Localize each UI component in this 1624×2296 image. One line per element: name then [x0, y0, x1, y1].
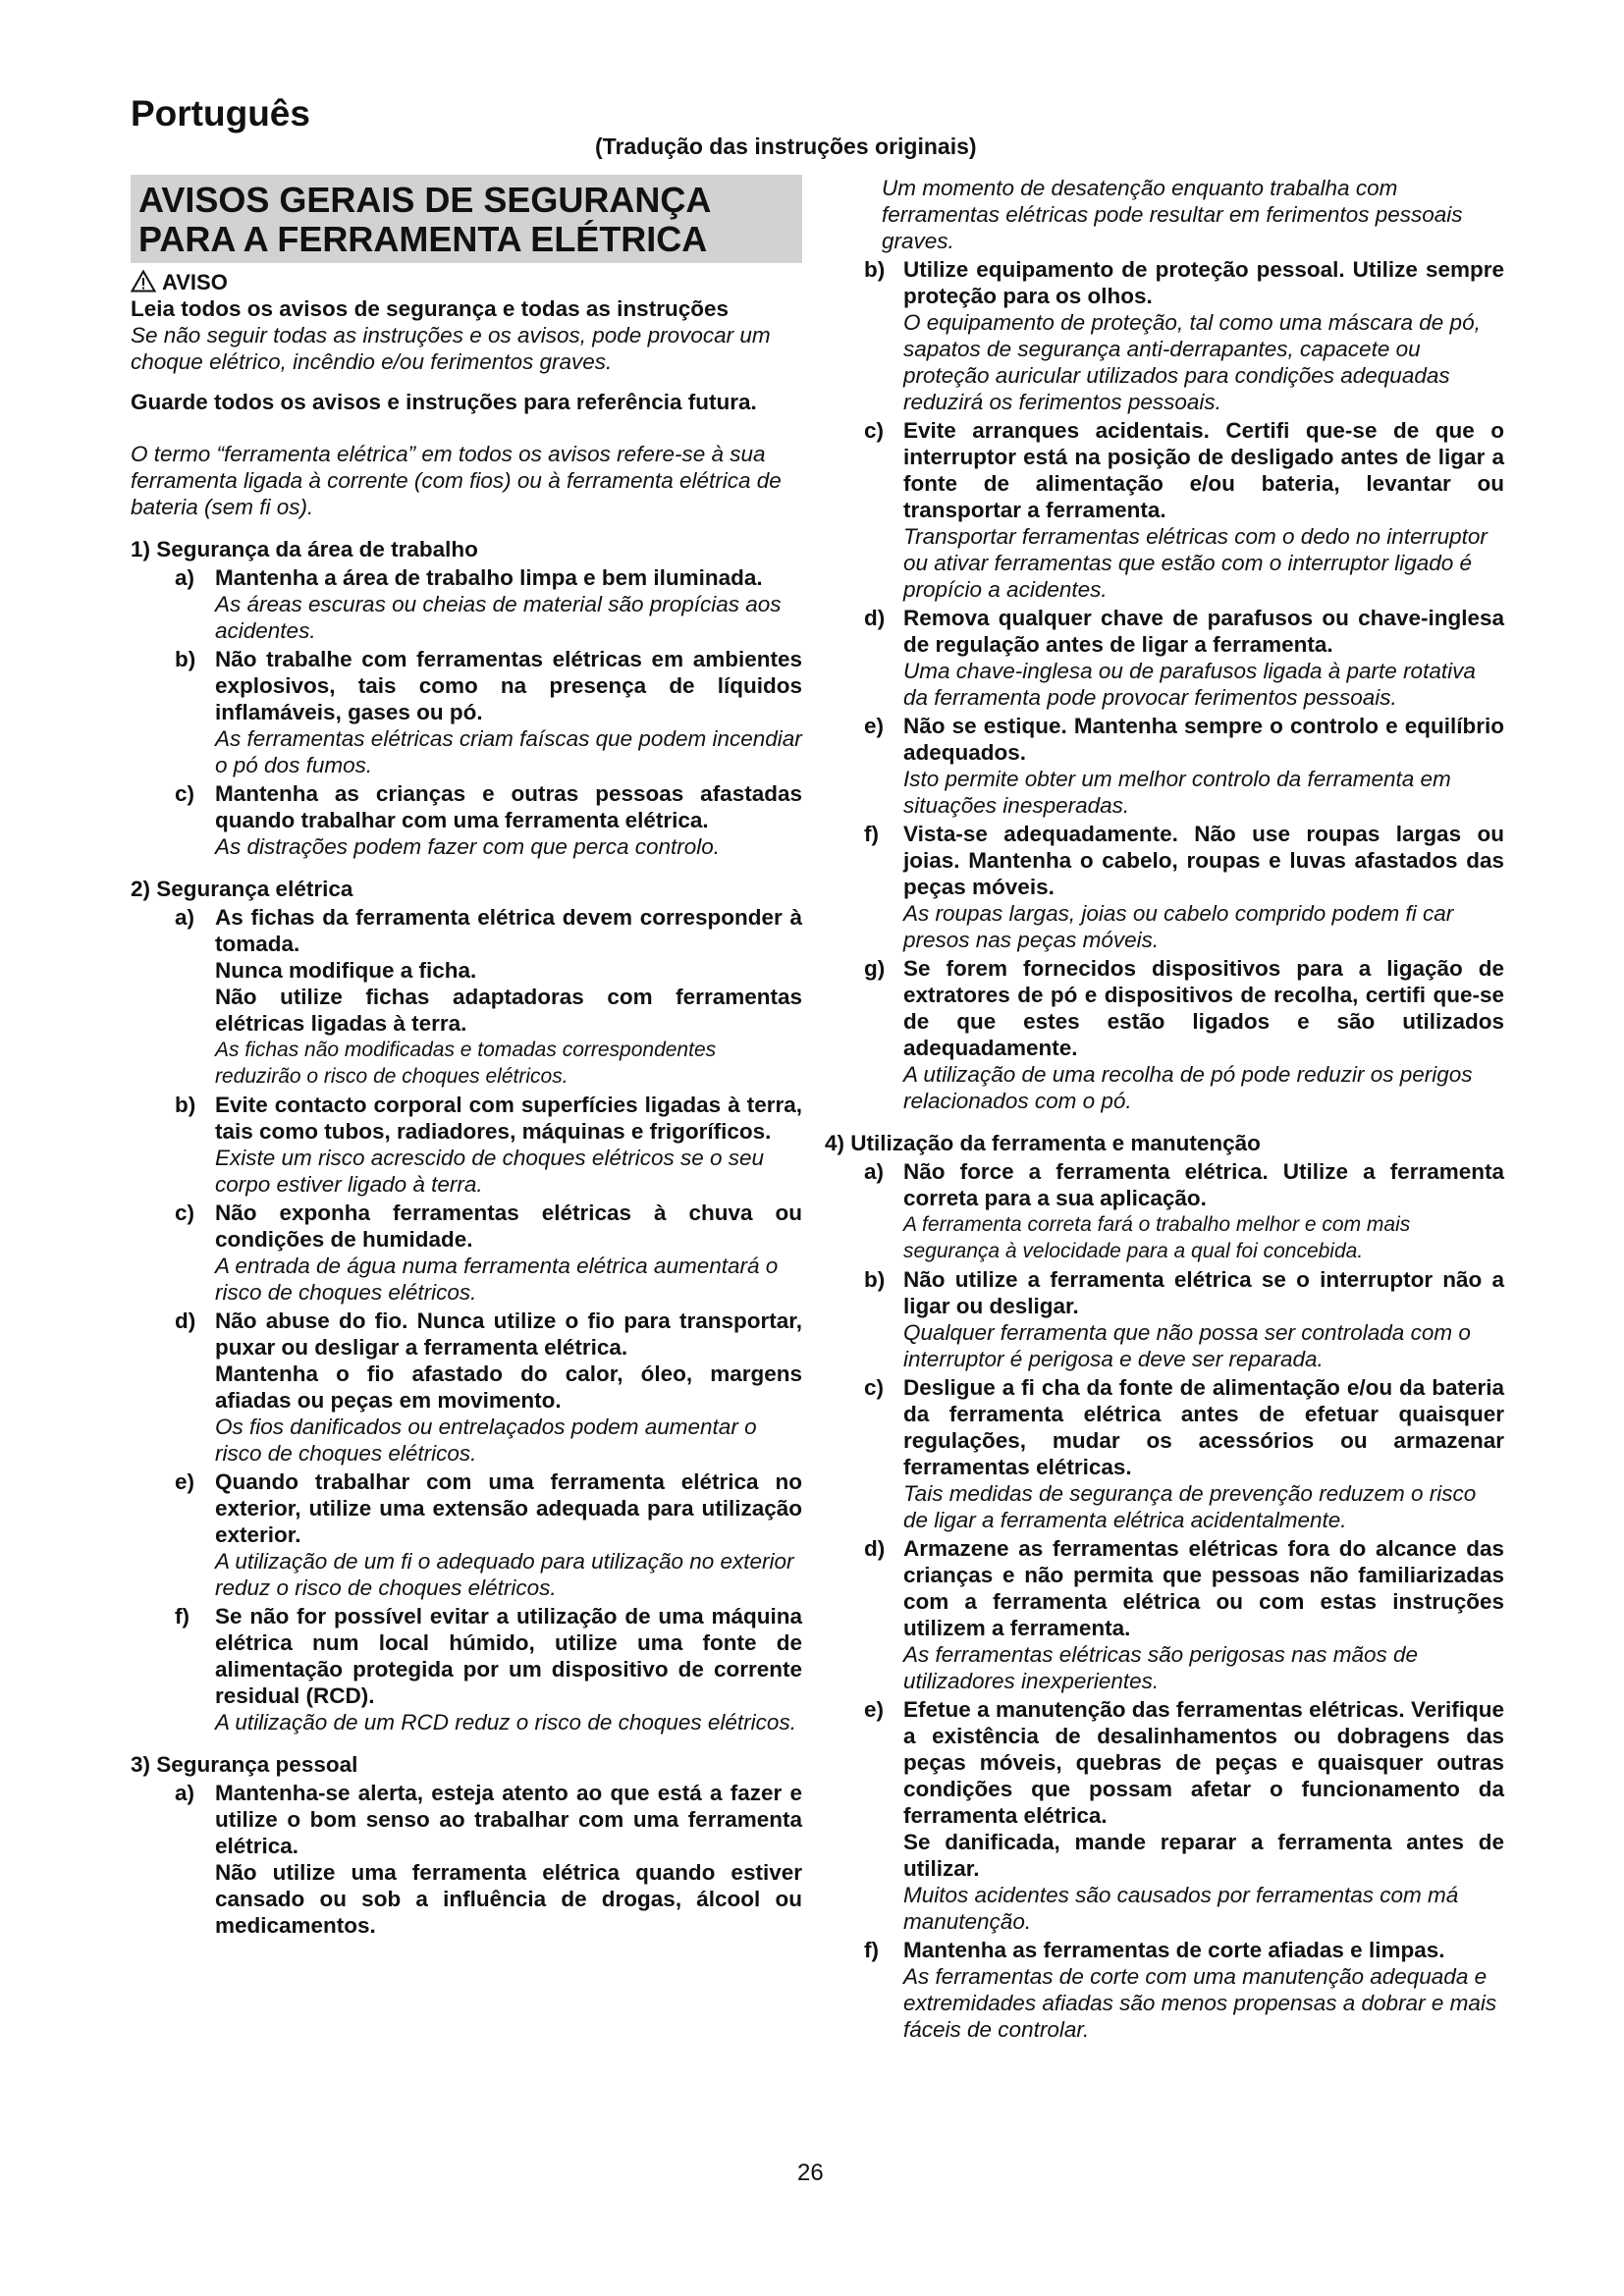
tool-use-item-a: a) Não force a ferramenta elétrica. Utilize a ferramenta correta para a sua aplicação. A ferramenta correta fará o trabalho melhor e com mais segurança à velocidade para a qual foi concebida.	[864, 1159, 1504, 1262]
personal-item-d: d) Remova qualquer chave de parafusos ou chave-inglesa de regulação antes de ligar a ferramenta. Uma chave-inglesa ou de parafusos ligada à parte rotativa da ferramenta pode provocar ferimentos pessoais.	[864, 606, 1504, 710]
personal-item-a: a) Mantenha-se alerta, esteja atento ao que está a fazer e utilize o bom senso ao trabalhar com uma ferramenta elétrica. Não utilize uma ferramenta elétrica quando estiver cansado ou sob a influência de drogas, álcool ou medicamentos.	[175, 1781, 802, 1938]
personal-item-b: b) Utilize equipamento de proteção pessoal. Utilize sempre proteção para os olhos. O equipamento de proteção, tal como uma máscara de pó, sapatos de segurança anti-derrapantes, capacete ou proteção auricular utilizados para condições adequadas reduzirá os ferimentos pessoais.	[864, 257, 1504, 414]
warning-triangle-icon	[131, 270, 156, 293]
section-personal-title: 3) Segurança pessoal	[131, 1752, 358, 1777]
electrical-item-f: f) Se não for possível evitar a utilização de uma máquina elétrica num local húmido, utilize uma fonte de alimentação protegida por um dispositivo de corrente residual (RCD). A utilização de um RCD reduz o risco de choques elétricos.	[175, 1604, 802, 1735]
read-all-heading: Leia todos os avisos de segurança e todas as instruções	[131, 296, 729, 321]
page-number: 26	[797, 2160, 824, 2186]
electrical-item-a: a) As fichas da ferramenta elétrica devem corresponder à tomada. Nunca modifique a ficha. Não utilize fichas adaptadoras com ferramentas elétricas ligadas à terra. As fichas não modificadas e tomadas correspondentes reduzirão o risco de choques elétricos.	[175, 905, 802, 1088]
tool-use-item-c: c) Desligue a fi cha da fonte de alimentação e/ou da bateria da ferramenta elétrica antes de efetuar quaisquer regulações, mudar os acessórios ou armazenar ferramentas elétricas. Tais medidas de segurança de prevenção reduzem o risco de ligar a ferramenta elétrica acidentalmente.	[864, 1375, 1504, 1532]
section-electrical-title: 2) Segurança elétrica	[131, 877, 353, 901]
save-instructions: Guarde todos os avisos e instruções para referência futura.	[131, 390, 757, 414]
personal-item-a-note: Um momento de desatenção enquanto trabalha com ferramentas elétricas pode resultar em ferimentos pessoais graves.	[882, 176, 1463, 253]
left-column	[131, 175, 802, 1939]
section-work-area-title: 1) Segurança da área de trabalho	[131, 537, 478, 561]
electrical-item-c: c) Não exponha ferramentas elétricas à chuva ou condições de humidade. A entrada de água numa ferramenta elétrica aumentará o risco de choques elétricos.	[175, 1201, 802, 1305]
translation-subtitle: (Tradução das instruções originais)	[595, 133, 977, 159]
work-area-item-b: b) Não trabalhe com ferramentas elétricas em ambientes explosivos, tais como na presença de líquidos inflamáveis, gases ou pó. As ferramentas elétricas criam faíscas que podem incendiar o pó dos fumos.	[175, 647, 802, 777]
electrical-item-d: d) Não abuse do fio. Nunca utilize o fio para transportar, puxar ou desligar a ferramenta elétrica. Mantenha o fio afastado do calor, óleo, margens afiadas ou peças em movimento. Os fios danificados ou entrelaçados podem aumentar o risco de choques elétricos.	[175, 1308, 802, 1466]
tool-use-item-d: d) Armazene as ferramentas elétricas fora do alcance das crianças e não permita que pessoas não familiarizadas com a ferramenta elétrica ou com estas instruções utilizem a ferramenta. As ferramentas elétricas são perigosas nas mãos de utilizadores inexperientes.	[864, 1536, 1504, 1693]
personal-item-f: f) Vista-se adequadamente. Não use roupas largas ou joias. Mantenha o cabelo, roupas e luvas afastados das peças móveis. As roupas largas, joias ou cabelo comprido podem fi car presos nas peças móveis.	[864, 822, 1504, 952]
term-definition: O termo “ferramenta elétrica” em todos os avisos refere-se à sua ferramenta ligada à corrente (com fios) ou à ferramenta elétrica de bateria (sem fi os).	[131, 442, 782, 519]
read-all-note: Se não seguir todas as instruções e os avisos, pode provocar um choque elétrico, incêndio e/ou ferimentos graves.	[131, 323, 771, 374]
section-title-box: AVISOS GERAIS DE SEGURANÇA PARA A FERRAMENTA ELÉTRICA	[131, 175, 802, 263]
electrical-item-b: b) Evite contacto corporal com superfícies ligadas à terra, tais como tubos, radiadores, máquinas e frigoríficos. Existe um risco acrescido de choques elétricos se o seu corpo estiver ligado à terra.	[175, 1093, 802, 1197]
aviso-label: AVISO	[162, 270, 228, 294]
personal-item-g: g) Se forem fornecidos dispositivos para a ligação de extratores de pó e dispositivos de recolha, certifi que-se de que estes estão ligados e são utilizados adequadamente. A utilização de uma recolha de pó pode reduzir os perigos relacionados com o pó.	[864, 956, 1504, 1113]
work-area-item-a: a) Mantenha a área de trabalho limpa e bem iluminada. As áreas escuras ou cheias de material são propícias aos acidentes.	[175, 565, 782, 643]
electrical-item-e: e) Quando trabalhar com uma ferramenta elétrica no exterior, utilize uma extensão adequada para utilização exterior. A utilização de um fi o adequado para utilização no exterior reduz o risco de choques elétricos.	[175, 1469, 802, 1600]
page-language-heading: Português	[131, 93, 310, 133]
right-column	[825, 175, 1504, 2043]
work-area-item-c: c) Mantenha as crianças e outras pessoas afastadas quando trabalhar com uma ferramenta elétrica. As distrações podem fazer com que perca controlo.	[175, 781, 802, 859]
tool-use-item-e: e) Efetue a manutenção das ferramentas elétricas. Verifique a existência de desalinhamentos ou dobragens das peças móveis, quebras de peças e quaisquer outras condições que possam afetar o funcionamento da ferramenta elétrica. Se danificada, mande reparar a ferramenta antes de utilizar. Muitos acidentes são causados por ferramentas com má manutenção.	[864, 1697, 1504, 1934]
personal-item-e: e) Não se estique. Mantenha sempre o controlo e equilíbrio adequados. Isto permite obter um melhor controlo da ferramenta em situações inesperadas.	[864, 714, 1504, 818]
aviso-line	[131, 269, 802, 295]
section-tool-use-title: 4) Utilização da ferramenta e manutenção	[825, 1131, 1261, 1155]
personal-item-c: c) Evite arranques acidentais. Certifi que-se de que o interruptor está na posição de desligado antes de ligar a fonte de alimentação e/ou bateria, levantar ou transportar a ferramenta. Transportar ferramentas elétricas com o dedo no interruptor ou ativar ferramentas que estão com o interruptor ligado é propício a acidentes.	[864, 418, 1504, 602]
tool-use-item-b: b) Não utilize a ferramenta elétrica se o interruptor não a ligar ou desligar. Qualquer ferramenta que não possa ser controlada com o interruptor é perigosa e deve ser reparada.	[864, 1267, 1504, 1371]
tool-use-item-f: f) Mantenha as ferramentas de corte afiadas e limpas. As ferramentas de corte com uma manutenção adequada e extremidades afiadas são menos propensas a dobrar e mais fáceis de controlar.	[864, 1938, 1497, 2042]
